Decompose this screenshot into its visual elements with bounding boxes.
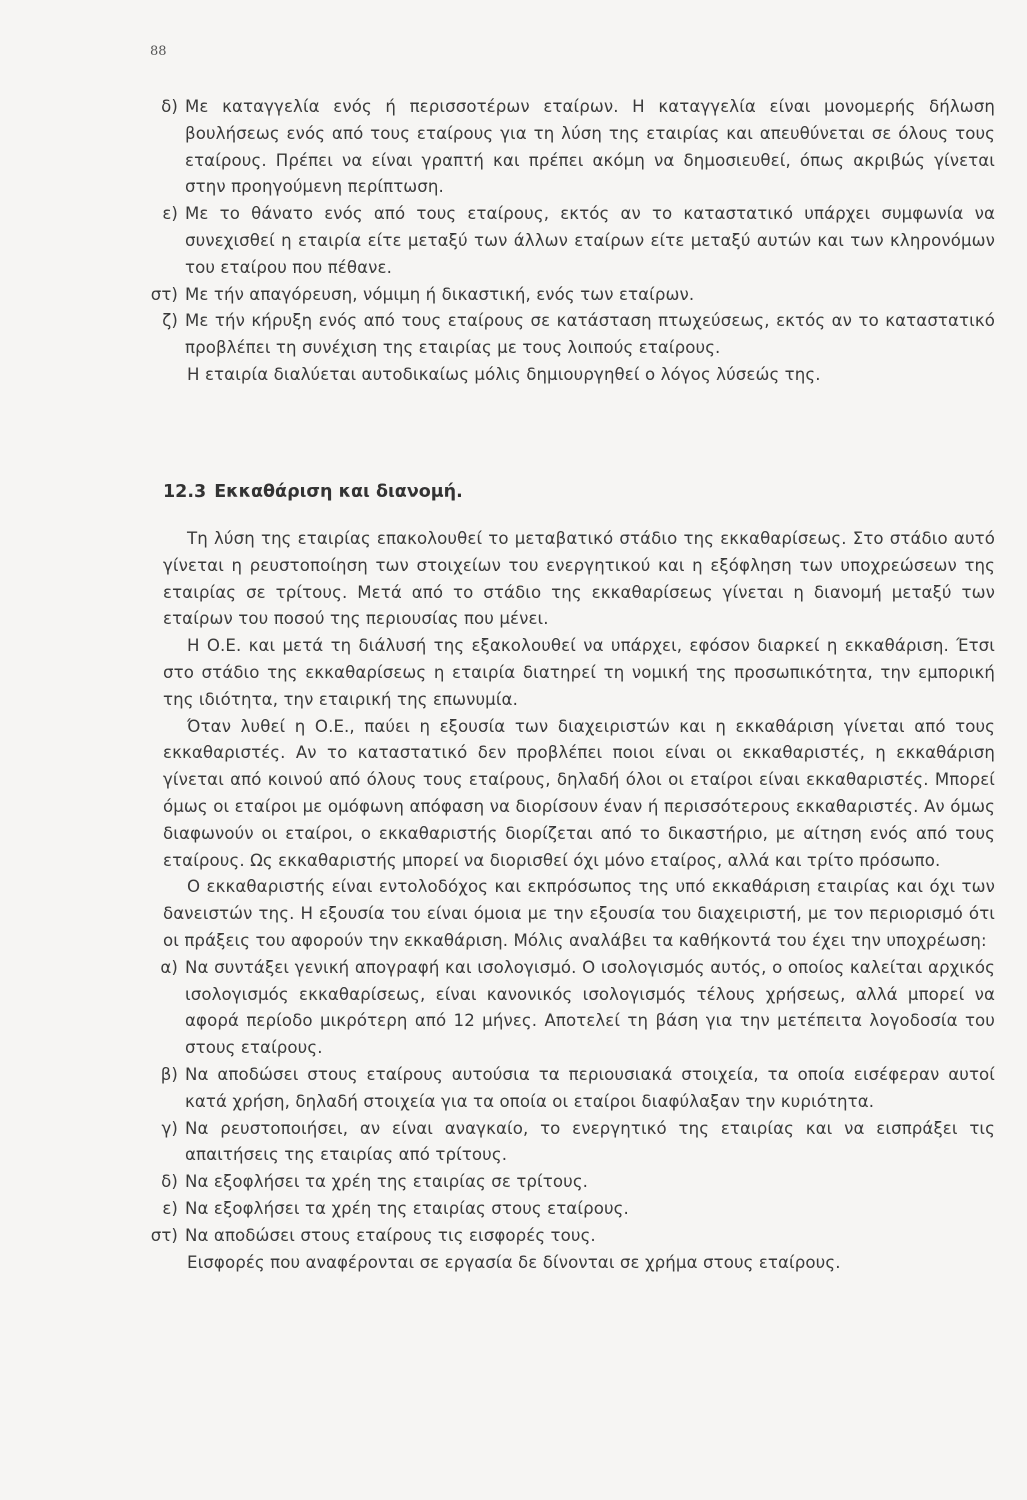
item-label: δ) <box>161 97 178 116</box>
item-text: Με καταγγελία ενός ή περισσοτέρων εταίρων. Η καταγγελία είναι μονομερής δήλωση βουλήσεως ενός από τους εταίρους για τη λύση της εταιρίας και απευθύνεται σε όλους τους εταίρους. Πρέπει να είναι γραπτή και πρέπει ακόμη να δημοσιευθεί, όπως ακριβώς γίνεται στην προηγούμενη περίπτωση. <box>185 97 995 197</box>
item-label: ε) <box>162 1198 178 1218</box>
item-text: Να εξοφλήσει τα χρέη της εταιρίας στους εταίρους. <box>185 1198 629 1218</box>
list-item <box>163 94 995 201</box>
item-text: Να αποδώσει στους εταίρους τις εισφορές τους. <box>185 1225 596 1245</box>
dissolution-closing: Η εταιρία διαλύεται αυτοδικαίως μόλις δημιουργηθεί ο λόγος λύσεώς της. <box>187 364 821 384</box>
list-item <box>150 1223 995 1250</box>
list-item <box>163 1169 995 1196</box>
list-item <box>163 201 995 281</box>
section-number: 12.3 <box>163 482 207 502</box>
list-item <box>163 308 995 362</box>
item-label: γ) <box>161 1118 178 1138</box>
item-label: στ) <box>150 284 178 304</box>
item-text: Να αποδώσει στους εταίρους αυτούσια τα περιουσιακά στοιχεία, τα οποία εισέφεραν αυτοί κατά χρήση, δηλαδή στοιχεία για τα οποία οι εταίροι διαφύλαξαν την κυριότητα. <box>185 1064 995 1111</box>
list-item <box>160 955 995 1062</box>
item-text: Με το θάνατο ενός από τους εταίρους, εκτός αν το καταστατικό υπάρχει συμφωνία να συνεχισθεί η εταιρία είτε μεταξύ των άλλων εταίρων είτε μεταξύ αυτών και των κληρονόμων του εταίρου που πέθανε. <box>185 204 995 277</box>
section-body <box>150 526 995 1276</box>
paragraph: Όταν λυθεί η Ο.Ε., παύει η εξουσία των διαχειριστών και η εκκαθάριση γίνεται από τους εκκαθαριστές. Αν το καταστατικό δεν προβλέπει ποιοι είναι οι εκκαθαριστές, η εκκαθάριση γίνεται από κοινού από όλους τους εταίρους, δηλαδή όλοι οι εταίροι είναι εκκαθαριστές. Μπορεί όμως οι εταίροι με ομόφωνη απόφαση να διορίσουν έναν ή περισσότερους εκκαθαριστές. Αν όμως διαφωνούν οι εταίροι, ο εκκαθαριστής διορίζεται από το δικαστήριο, με αίτηση ενός από τους εταίρους. Ως εκκαθαριστής μπορεί να διορισθεί όχι μόνο εταίρος, αλλά και τρίτο πρόσωπο. <box>163 716 995 870</box>
item-label: στ) <box>150 1225 178 1245</box>
paragraph: Η Ο.Ε. και μετά τη διάλυσή της εξακολουθεί να υπάρχει, εφόσον διαρκεί η εκκαθάριση. Έτσι στο στάδιο της εκκαθαρίσεως η εταιρία διατηρεί τη νομική της προσωπικότητα, την εμπορική της ιδιότητα, την εταιρική της επωνυμία. <box>163 636 995 709</box>
dissolution-list <box>150 94 995 389</box>
section-title: Εκκαθάριση και διανομή. <box>214 482 463 502</box>
item-label: β) <box>160 1064 178 1084</box>
item-text: Με τήν απαγόρευση, νόμιμη ή δικαστική, ενός των εταίρων. <box>185 284 695 304</box>
item-label: ζ) <box>162 311 178 331</box>
item-label: δ) <box>161 1172 178 1192</box>
list-item <box>163 1196 995 1223</box>
item-text: Να ρευστοποιήσει, αν είναι αναγκαίο, το ενεργητικό της εταιρίας και να εισπράξει τις απαιτήσεις της εταιρίας από τρίτους. <box>185 1118 995 1165</box>
item-text: Με τήν κήρυξη ενός από τους εταίρους σε κατάσταση πτωχεύσεως, εκτός αν το καταστατικό προβλέπει τη συνέχιση της εταιρίας με τους λοιπούς εταίρους. <box>185 311 995 358</box>
paragraph: Ο εκκαθαριστής είναι εντολοδόχος και εκπρόσωπος της υπό εκκαθάριση εταιρίας και όχι των δανειστών της. Η εξουσία του είναι όμοια με την εξουσία του διαχειριστή, με τον περιορισμό ότι οι πράξεις του αφορούν την εκκαθάριση. Μόλις αναλάβει τα καθήκοντά του έχει την υποχρέωση: <box>163 877 995 950</box>
paragraph: Τη λύση της εταιρίας επακολουθεί το μεταβατικό στάδιο της εκκαθαρίσεως. Στο στάδιο αυτό γίνεται η ρευστοποίηση των στοιχείων του ενεργητικού και η εξόφληση των υποχρεώσεων της εταιρίας σε τρίτους. Μετά από το στάδιο της εκκαθαρίσεως γίνεται η διανομή μεταξύ των εταίρων του ποσού της περιουσίας που μένει. <box>163 529 995 629</box>
section-heading <box>163 482 463 502</box>
item-text: Να συντάξει γενική απογραφή και ισολογισμό. Ο ισολογισμός αυτός, ο οποίος καλείται αρχικός ισολογισμός εκκαθαρίσεως, είναι κανονικός ισολογισμός τέλους χρήσεως, αλλά μπορεί να αφορά περίοδο μικρότερη από 12 μήνες. Αποτελεί τη βάση για την μετέπειτα λογοδοσία του στους εταίρους. <box>185 957 995 1058</box>
list-item <box>160 1062 995 1116</box>
list-item <box>163 1116 995 1170</box>
item-label: α) <box>160 957 178 977</box>
list-item <box>150 282 995 309</box>
page-number: 88 <box>150 44 167 59</box>
section-closing: Εισφορές που αναφέρονται σε εργασία δε δίνονται σε χρήμα στους εταίρους. <box>187 1252 841 1272</box>
item-label: ε) <box>162 204 178 224</box>
item-text: Να εξοφλήσει τα χρέη της εταιρίας σε τρίτους. <box>185 1172 589 1192</box>
